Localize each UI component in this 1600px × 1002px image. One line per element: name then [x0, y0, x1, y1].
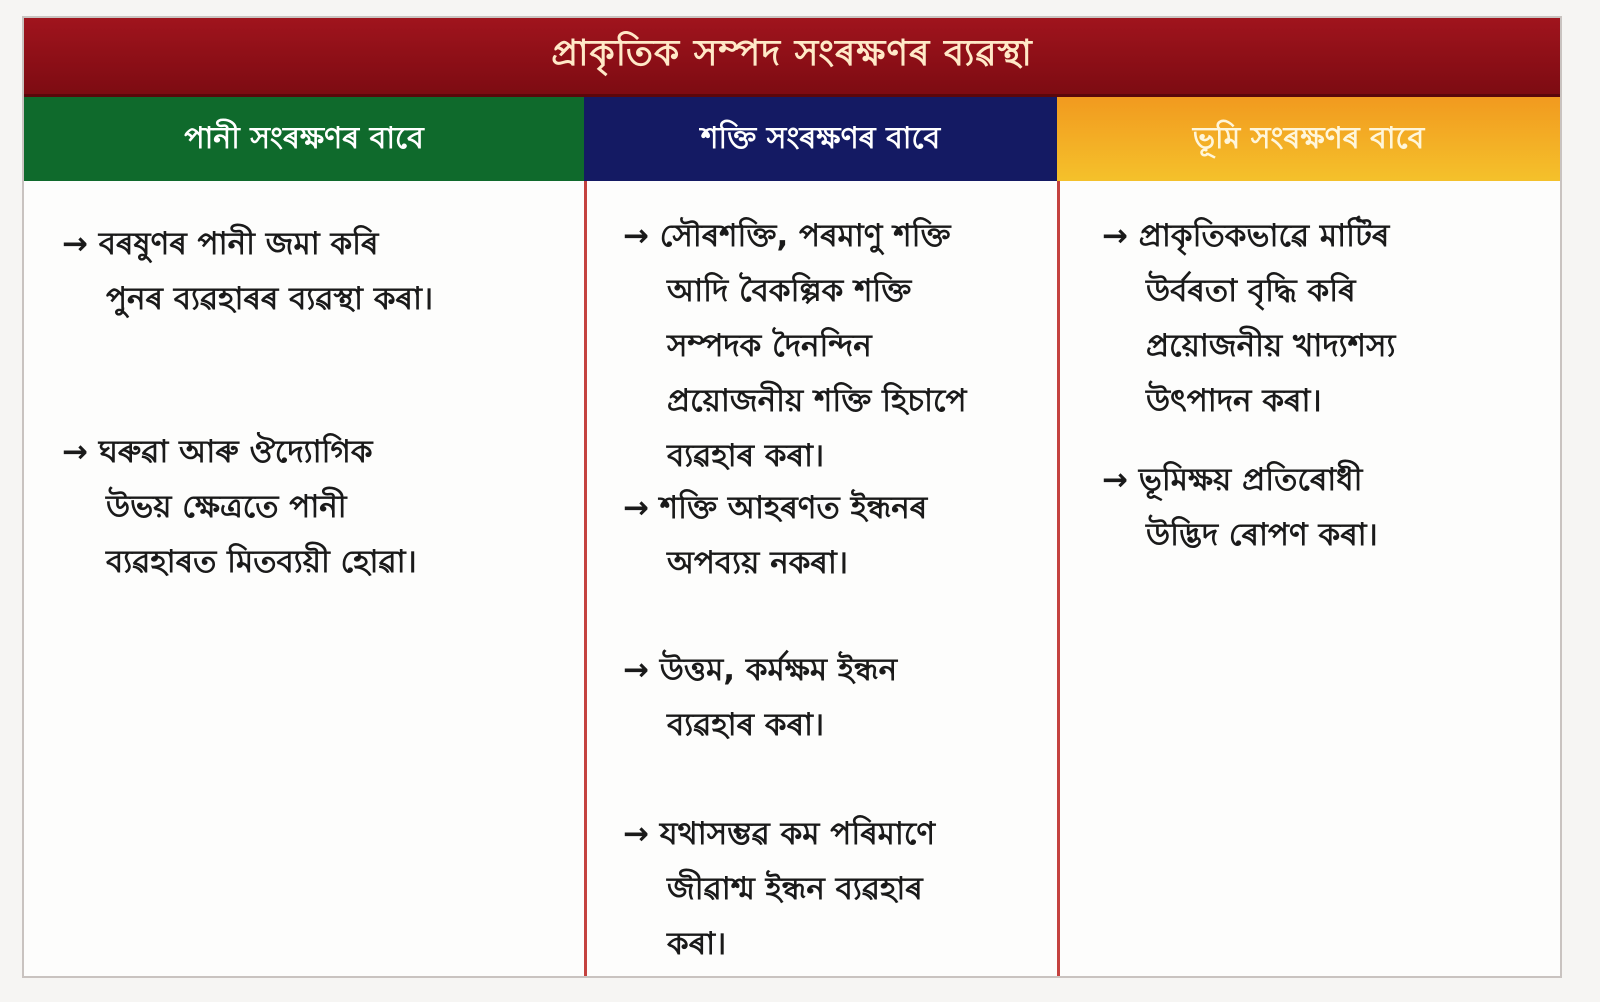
list-item: [1102, 453, 1378, 563]
item-line: → শক্তি আহৰণত ইন্ধনৰ: [623, 490, 928, 526]
item-line: ব্যৱহাৰ কৰা।: [667, 707, 825, 743]
list-item: [1102, 209, 1395, 429]
item-line: উভয় ক্ষেত্ৰতে পানী: [106, 489, 347, 525]
item-line: ব্যৱহাৰত মিতব্যয়ী হোৱা।: [106, 544, 417, 580]
list-item: [62, 425, 417, 590]
item-line: → ঘৰুৱা আৰু ঔদ্যোগিক: [62, 434, 373, 470]
item-line: উৰ্বৰতা বৃদ্ধি কৰি: [1146, 273, 1356, 309]
item-line: → প্ৰাকৃতিকভাৱে মাটিৰ: [1102, 218, 1390, 254]
item-line: জীৱাশ্ম ইন্ধন ব্যৱহাৰ: [667, 871, 923, 907]
item-line: → উত্তম, কৰ্মক্ষম ইন্ধন: [623, 652, 898, 688]
item-line: ব্যৱহাৰ কৰা।: [667, 438, 825, 474]
list-item: [623, 209, 967, 484]
table-title: প্ৰাকৃতিক সম্পদ সংৰক্ষণৰ ব্যৱস্থা: [24, 18, 1560, 97]
column-body-water: [24, 181, 584, 976]
item-line: → বৰষুণৰ পানী জমা কৰি: [62, 226, 379, 262]
item-line: → সৌৰশক্তি, পৰমাণু শক্তি: [623, 218, 951, 254]
item-line: আদি বৈকল্পিক শক্তি: [667, 273, 912, 309]
column-heading-energy: শক্তি সংৰক্ষণৰ বাবে: [584, 97, 1057, 181]
item-line: অপব্যয় নকৰা।: [667, 545, 848, 581]
item-line: উৎপাদন কৰা।: [1146, 383, 1322, 419]
column-heading-land: ভূমি সংৰক্ষণৰ বাবে: [1057, 97, 1560, 181]
column-body-land: [1057, 181, 1560, 976]
item-line: পুনৰ ব্যৱহাৰৰ ব্যৱস্থা কৰা।: [106, 281, 434, 317]
item-line: প্ৰয়োজনীয় শক্তি হিচাপে: [667, 383, 967, 419]
item-line: → যথাসম্ভৱ কম পৰিমাণে: [623, 816, 936, 852]
conservation-table: [22, 16, 1562, 978]
item-line: উদ্ভিদ ৰোপণ কৰা।: [1146, 517, 1378, 553]
list-item: [623, 807, 935, 972]
list-item: [623, 643, 897, 753]
column-body-energy: [584, 181, 1057, 976]
item-line: প্ৰয়োজনীয় খাদ্যশস্য: [1146, 328, 1396, 364]
list-item: [623, 481, 927, 591]
item-line: কৰা।: [667, 926, 727, 962]
item-line: সম্পদক দৈনন্দিন: [667, 328, 872, 364]
column-heading-water: পানী সংৰক্ষণৰ বাবে: [24, 97, 584, 181]
item-line: → ভূমিক্ষয় প্ৰতিৰোধী: [1102, 462, 1363, 498]
list-item: [62, 217, 433, 327]
